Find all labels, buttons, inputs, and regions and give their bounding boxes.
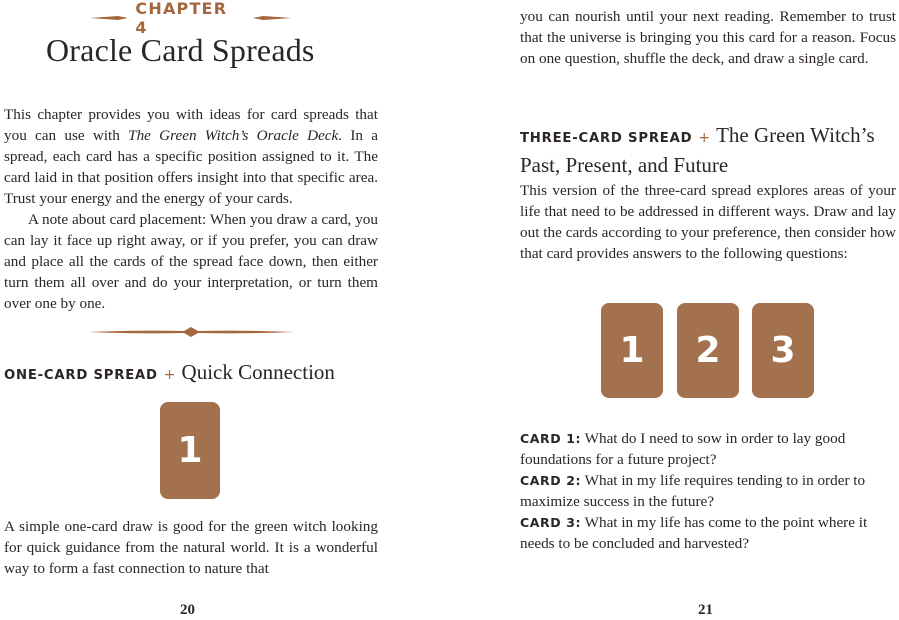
intro-text-part: . In a spread, each card has a specific position assigned to it. The card laid in that position offers insight into that specific area. Trust your energy and the energy of your cards.: [4, 127, 378, 207]
intro-paragraph-2: A note about card placement: When you draw a card, you can lay it face up right away, or if you prefer, you can draw and place all the cards of the spread face down, then either turn them all over and do your interpretation, or turn them over one by one.: [4, 211, 378, 312]
question-text: What in my life has come to the point where it needs to be concluded and harvested?: [520, 514, 868, 552]
question-label: CARD 1:: [520, 431, 582, 446]
one-card-description: A simple one-card draw is good for the green witch looking for quick guidance from the natural world. It is a wonderful way to form a fast connection to nature that: [4, 518, 378, 577]
question-text: What in my life requires tending to in order to maximize success in the future?: [520, 472, 866, 510]
plus-icon: +: [163, 367, 176, 383]
three-card-subtitle: The Green Witch’s Past, Present, and Future: [520, 123, 875, 177]
three-card-heading: [520, 122, 896, 178]
deck-title: The Green Witch’s Oracle Deck: [128, 127, 339, 144]
page-number-right: 21: [698, 602, 713, 618]
card-position-2: 2: [677, 303, 739, 398]
question-text: What do I need to sow in order to lay good foundations for a future project?: [520, 430, 846, 468]
card-position-1: 1: [601, 303, 663, 398]
three-card-label: THREE-CARD SPREAD: [520, 131, 693, 146]
question-item: [520, 428, 896, 470]
plus-icon: +: [698, 130, 711, 146]
intro-text-part: This chapter provides you with ideas for card spreads that you can use with: [4, 106, 378, 144]
question-list: [520, 428, 896, 554]
three-card-intro: This version of the three-card spread explores areas of your life that need to be addressed in different ways. Draw and lay out the cards according to your preference, then consider how that card provides answers to the following questions:: [520, 182, 896, 262]
card-position-1: 1: [160, 402, 220, 499]
question-label: CARD 3:: [520, 515, 582, 530]
page-number-left: 20: [180, 602, 195, 618]
one-card-label: ONE-CARD SPREAD: [4, 368, 158, 383]
question-label: CARD 2:: [520, 473, 582, 488]
question-item: [520, 512, 896, 554]
question-item: [520, 470, 896, 512]
chapter-title: Oracle Card Spreads: [46, 32, 315, 68]
card-position-3: 3: [752, 303, 814, 398]
continued-text: you can nourish until your next reading. Remember to trust that the universe is bringing you this card for a reason. Focus on one question, shuffle the deck, and draw a single card.: [520, 8, 896, 67]
one-card-subtitle: Quick Connection: [181, 360, 335, 384]
chapter-label: CHAPTER 4: [135, 0, 228, 37]
